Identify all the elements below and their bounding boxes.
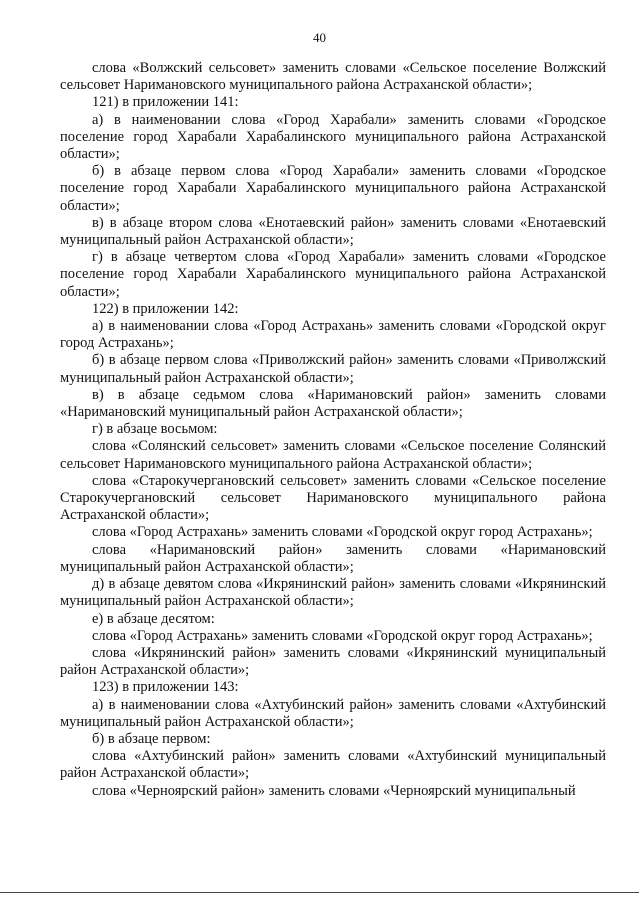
paragraph: 123) в приложении 143:	[92, 679, 239, 696]
scan-bottom-edge	[0, 892, 639, 893]
paragraph: г) в абзаце восьмом:	[92, 421, 218, 438]
paragraph: 121) в приложении 141:	[92, 94, 239, 111]
paragraph: слова «Ахтубинский район» заменить словами «Ахтубинский муниципальный район Астраханской области»;	[60, 748, 606, 782]
paragraph: слова «Черноярский район» заменить словами «Черноярский муниципальный	[92, 782, 576, 799]
paragraph: а) в наименовании слова «Ахтубинский район» заменить словами «Ахтубинский муниципальный район Астраханской области»;	[60, 696, 606, 730]
paragraph: слова «Город Астрахань» заменить словами «Городской округ город Астрахань»;	[92, 524, 593, 541]
paragraph: слова «Старокучергановский сельсовет» заменить словами «Сельское поселение Старокучергановский сельсовет Наримановского муниципального района Астраханской области»;	[60, 472, 606, 524]
page-number: 40	[313, 30, 326, 45]
document-body	[60, 60, 606, 800]
paragraph: слова «Икрянинский район» заменить словами «Икрянинский муниципальный район Астраханской области»;	[60, 644, 606, 679]
paragraph: слова «Волжский сельсовет» заменить словами «Сельское поселение Волжский сельсовет Наримановского муниципального района Астраханской области»;	[60, 60, 606, 94]
paragraph: слова «Наримановский район» заменить словами «Наримановский муниципальный район Астраханской области»;	[60, 541, 606, 575]
paragraph: 122) в приложении 142:	[92, 300, 239, 317]
paragraph: е) в абзаце десятом:	[92, 610, 215, 627]
paragraph: а) в наименовании слова «Город Харабали» заменить словами «Городское поселение город Харабали Харабалинского муниципального района Астраханской области»;	[60, 111, 606, 163]
paragraph: д) в абзаце девятом слова «Икрянинский район» заменить словами «Икрянинский муниципальный район Астраханской области»;	[60, 576, 606, 610]
paragraph: б) в абзаце первом слова «Город Харабали» заменить словами «Городское поселение город Харабали Харабалинского муниципального района Астраханской области»;	[60, 163, 606, 214]
paragraph: слова «Солянский сельсовет» заменить словами «Сельское поселение Солянский сельсовет Наримановского муниципального района Астраханской области»;	[60, 438, 606, 472]
paragraph: слова «Город Астрахань» заменить словами «Городской округ город Астрахань»;	[92, 627, 593, 644]
paragraph: в) в абзаце седьмом слова «Наримановский район» заменить словами «Наримановский муниципальный район Астраханской области»;	[60, 386, 606, 421]
paragraph: в) в абзаце втором слова «Енотаевский район» заменить словами «Енотаевский муниципальный район Астраханской области»;	[60, 214, 606, 249]
paragraph: б) в абзаце первом:	[92, 730, 211, 747]
paragraph: б) в абзаце первом слова «Приволжский район» заменить словами «Приволжский муниципальный район Астраханской области»;	[60, 352, 606, 386]
paragraph: г) в абзаце четвертом слова «Город Харабали» заменить словами «Городское поселение город Харабали Харабалинского муниципального района Астраханской области»;	[60, 249, 606, 300]
paragraph: а) в наименовании слова «Город Астрахань» заменить словами «Городской округ город Астрахань»;	[60, 318, 606, 352]
